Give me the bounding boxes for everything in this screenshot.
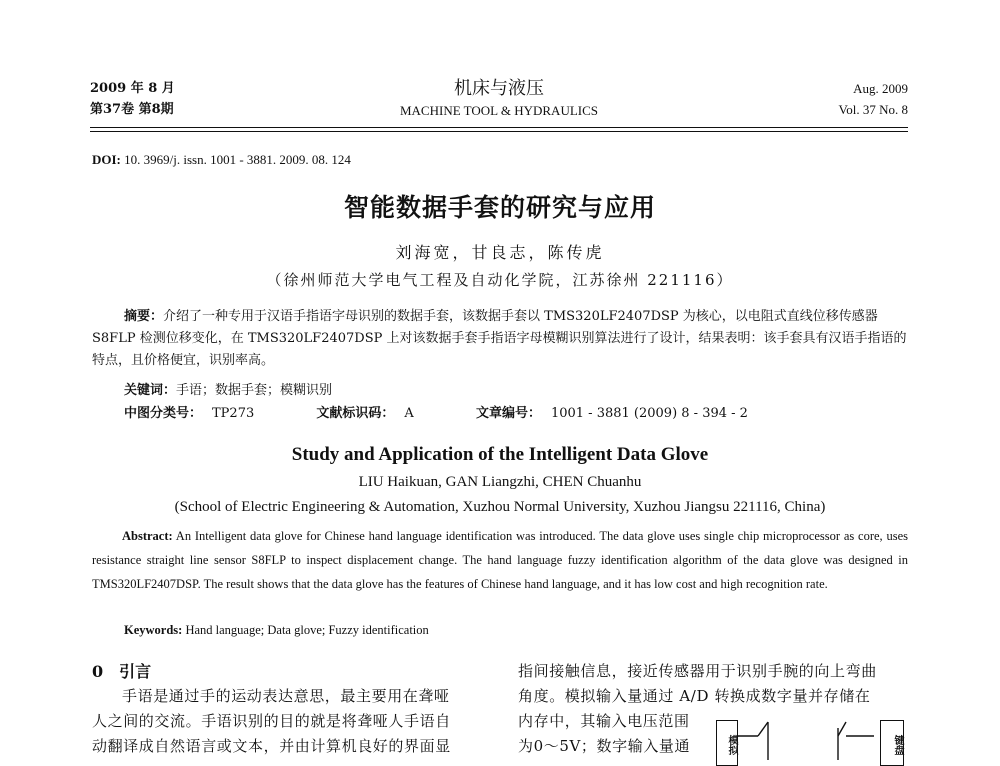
body-line: 角度。模拟输入量通过 A/D 转换成数字量并存储在 xyxy=(518,687,871,705)
abstract-cn xyxy=(92,306,908,372)
classification-line xyxy=(124,403,758,425)
paper-title-cn: 智能数据手套的研究与应用 xyxy=(343,193,656,222)
clc-value: TP273 xyxy=(212,406,255,421)
issue-cn: 第37卷 第8期 xyxy=(90,102,174,117)
article-no-label: 文章编号： xyxy=(475,406,541,421)
keywords-cn-text: 手语；数据手套；模糊识别 xyxy=(176,383,333,398)
affiliation-en: (School of Electric Engineering & Automation, Xuzhou Normal University, Xuzhou Jiangsu 221116, China) xyxy=(174,499,826,515)
doi-line xyxy=(92,152,351,168)
authors-cn: 刘海宽，甘良志，陈传虎 xyxy=(395,243,605,262)
body-line: 指间接触信息，接近传感器用于识别手腕的向上弯曲 xyxy=(518,662,877,680)
journal-name-cn: 机床与液压 xyxy=(454,78,544,99)
section-title: 引言 xyxy=(119,662,152,681)
keywords-en xyxy=(124,623,429,638)
issue-en: Vol. 37 No. 8 xyxy=(838,102,908,117)
block-diagram xyxy=(714,714,908,760)
doi-value: 10. 3969/j. issn. 1001 - 3881. 2009. 08. 124 xyxy=(124,152,351,167)
abstract-cn-text: 介绍了一种专用于汉语手指语字母识别的数据手套，该数据手套以 TMS320LF2407DSP 为核心，以电阻式直线位移传感器 S8FLP 检测位移变化，在 TMS320LF2407DSP 上对该数据手套手指语字母模糊识别算法进行了设计，结果表明：该手套具有汉语手指语的特点，且价格便宜，识别率高。 xyxy=(92,309,907,368)
doc-code-value: A xyxy=(404,406,414,421)
article-no-value: 1001 - 3881 (2009) 8 - 394 - 2 xyxy=(550,406,748,421)
keywords-en-label: Keywords: xyxy=(124,623,183,637)
body-line: 动翻译成自然语言或文本，并由计算机良好的界面显 xyxy=(92,737,451,755)
authors-en: LIU Haikuan, GAN Liangzhi, CHEN Chuanhu xyxy=(358,474,642,490)
diagram-wires xyxy=(714,714,908,760)
keywords-cn-label: 关键词： xyxy=(124,383,177,398)
date-en: Aug. 2009 xyxy=(853,81,908,96)
diagram-box-analog: 模拟 xyxy=(716,720,738,766)
doc-code-label: 文献标识码： xyxy=(316,406,395,421)
section-heading xyxy=(92,659,492,684)
body-line: 为0～5V；数字输入量通 xyxy=(518,737,691,755)
body-line: 手语是通过手的运动表达意思，最主要用在聋哑 xyxy=(122,687,450,705)
journal-name-en: MACHINE TOOL & HYDRAULICS xyxy=(399,103,598,118)
header-center xyxy=(90,78,908,121)
body-line: 人之间的交流。手语识别的目的就是将聋哑人手语自 xyxy=(92,712,451,730)
header-right xyxy=(839,78,908,120)
abstract-en-label: Abstract: xyxy=(122,529,173,543)
doi-label: DOI: xyxy=(92,152,121,167)
clc-label: 中图分类号： xyxy=(124,406,203,421)
abstract-en-text: An Intelligent data glove for Chinese hand language identification was introduced. The data glove uses single chip microprocessor as core, uses resistance straight line sensor S8FLP to inspect displacement change. The hand language fuzzy identification algorithm of the data glove was designed in TMS320LF2407DSP. The result shows that the data glove has the features of Chinese hand language, and it has low cost and high recognition rate. xyxy=(92,529,908,591)
date-cn: 2009 年 8 月 xyxy=(90,81,175,96)
body-line: 内存中，其输入电压范围 xyxy=(518,712,690,730)
header-rule-thin xyxy=(90,131,908,132)
keywords-en-text: Hand language; Data glove; Fuzzy identification xyxy=(185,623,429,637)
section-number: 0 xyxy=(92,662,104,681)
journal-header xyxy=(90,78,908,122)
affiliation-cn: （徐州师范大学电气工程及自动化学院，江苏徐州 221116） xyxy=(266,271,734,289)
body-left-column xyxy=(92,659,492,759)
paper-title-en: Study and Application of the Intelligent Data Glove xyxy=(291,444,709,465)
abstract-cn-label: 摘要： xyxy=(124,309,164,324)
diagram-box-keyboard: 键盘 xyxy=(880,720,904,766)
header-rule xyxy=(90,127,908,128)
abstract-en xyxy=(92,524,908,596)
keywords-cn xyxy=(124,380,332,402)
